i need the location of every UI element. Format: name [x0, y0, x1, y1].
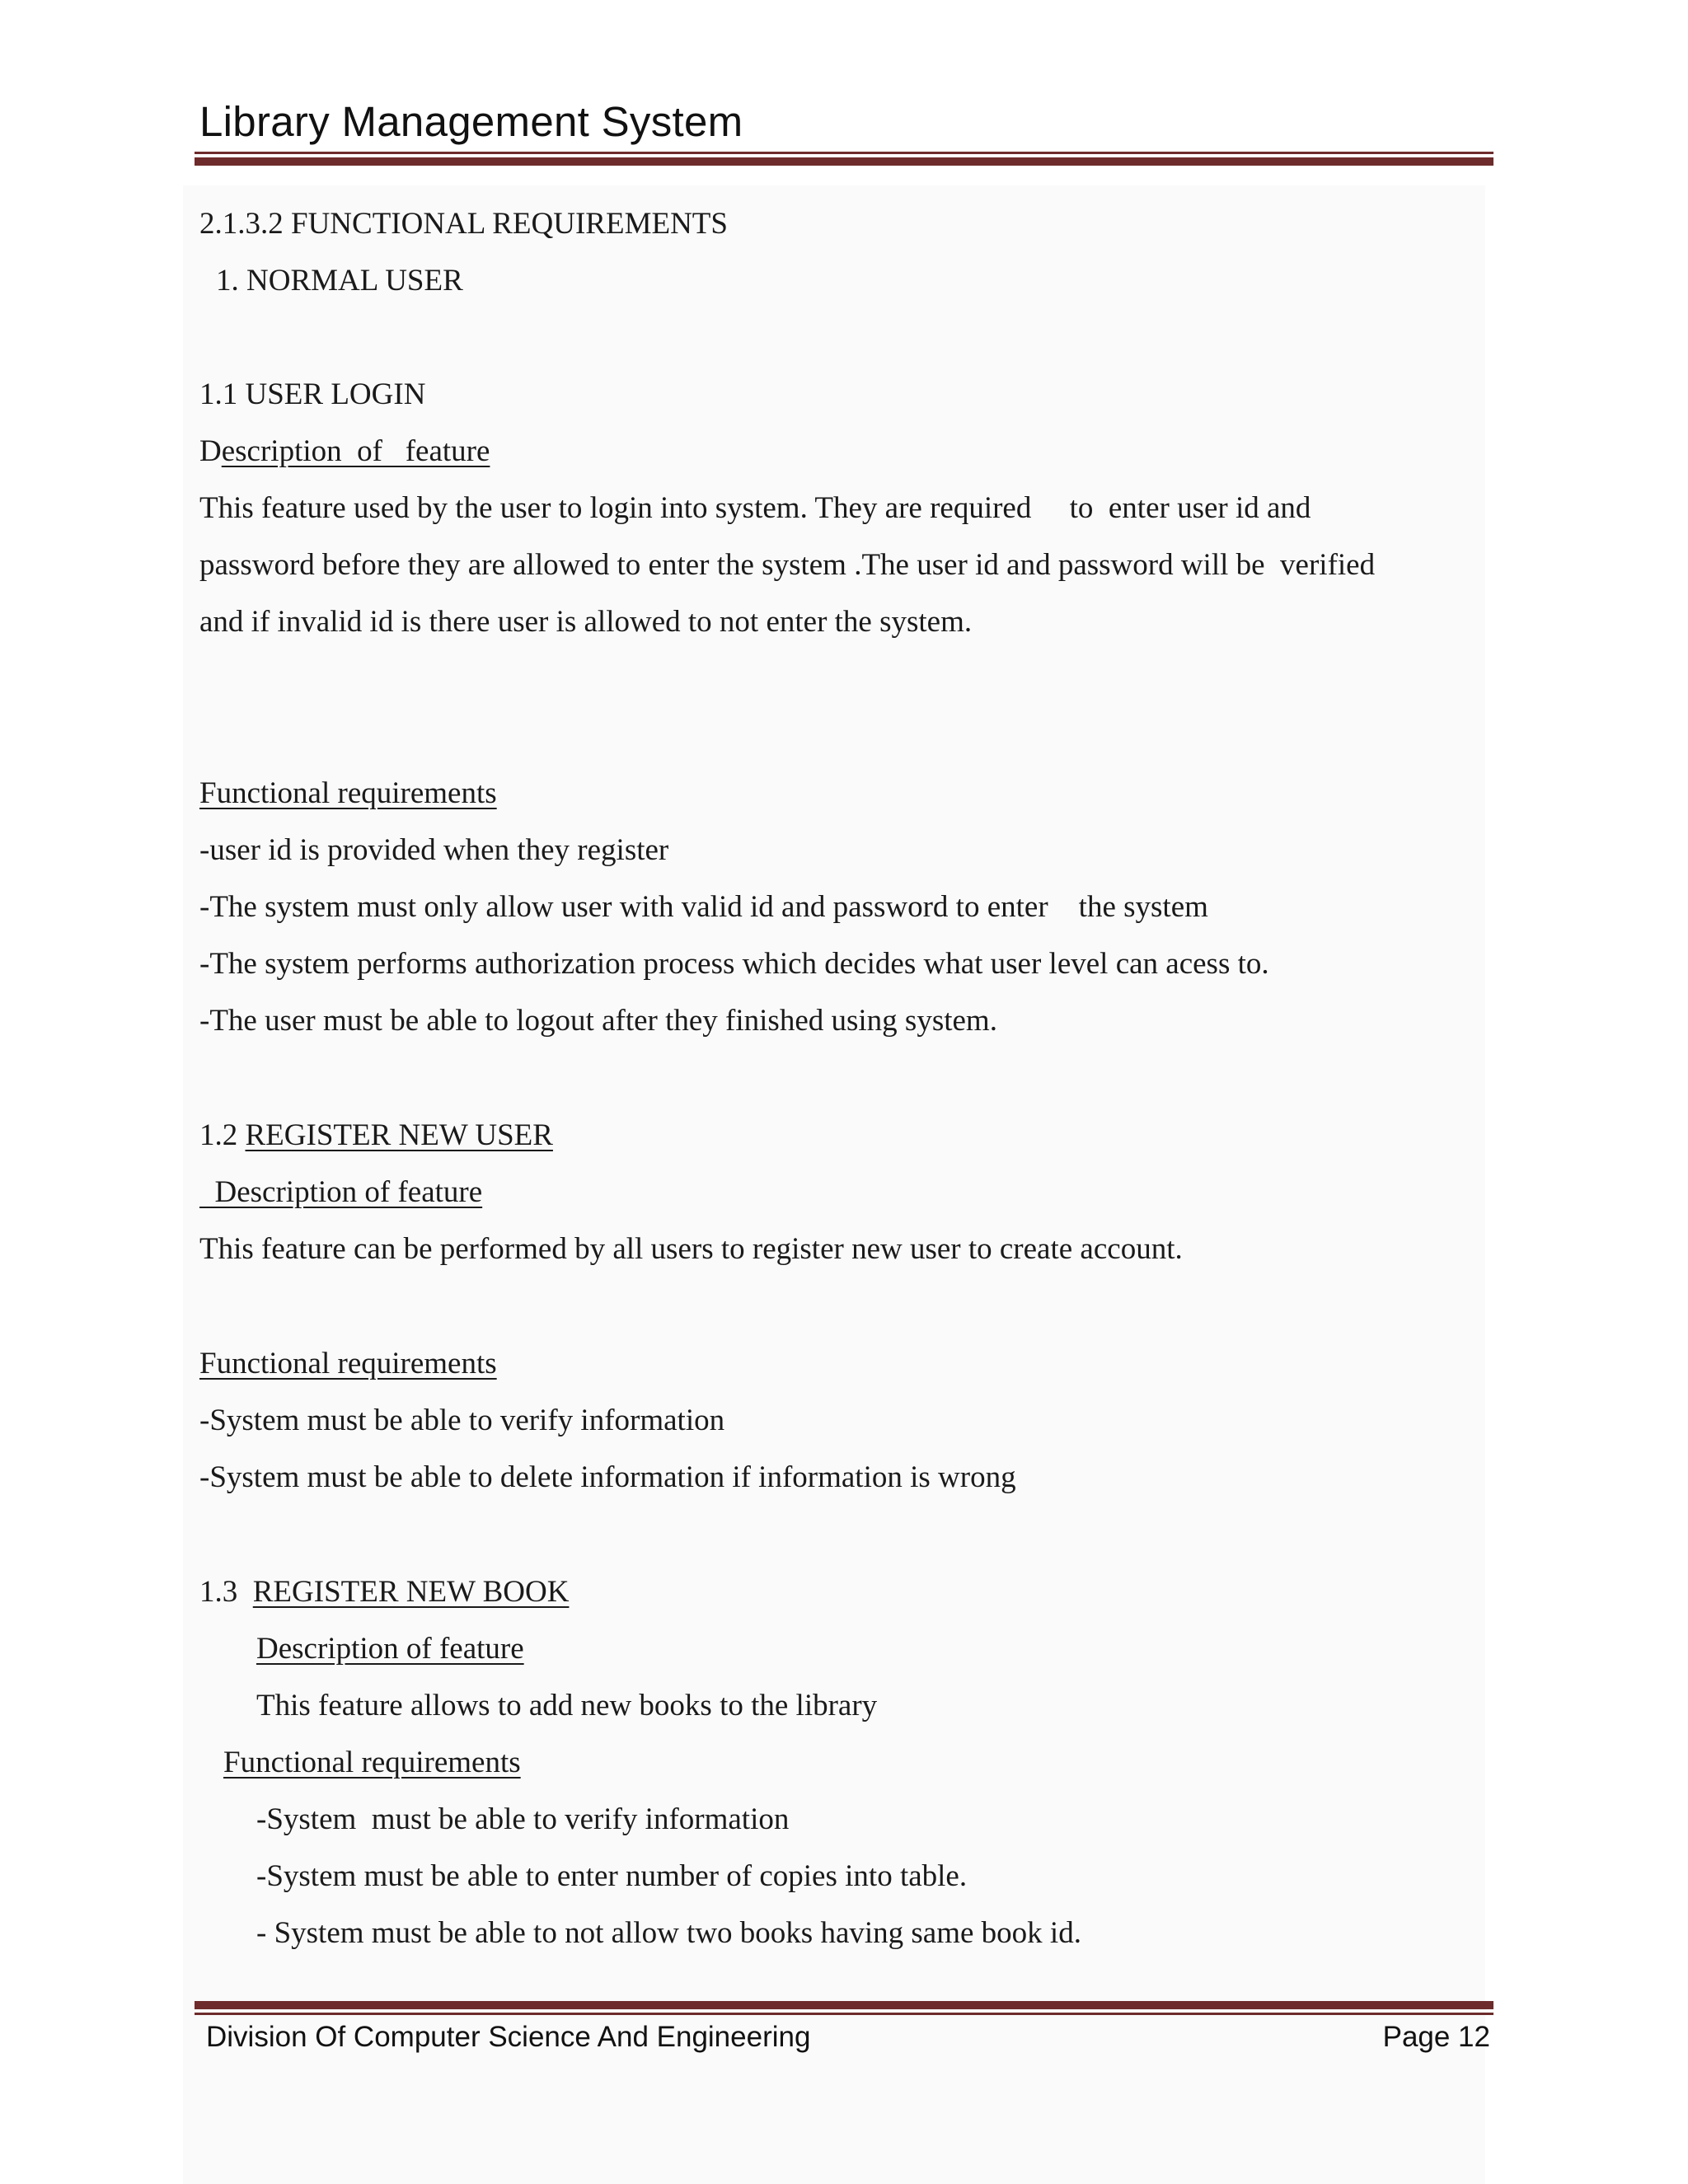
register-user-title-text: REGISTER NEW USER: [245, 1118, 553, 1152]
register-user-fr-label: Functional requirements: [199, 1347, 497, 1380]
register-book-fr-label: Functional requirements: [223, 1746, 521, 1779]
header-rule-thin: [195, 152, 1493, 154]
login-fr-item: -user id is provided when they register: [199, 833, 669, 867]
footer-page-number: Page 12: [1382, 2021, 1490, 2053]
footer-division: Division Of Computer Science And Engineering: [206, 2021, 811, 2053]
login-desc-label-prefix: D: [199, 434, 222, 468]
register-book-fr-item: -System must be able to verify information: [256, 1802, 790, 1836]
register-user-desc: This feature can be performed by all users to register new user to create account.: [199, 1232, 1183, 1266]
login-fr-item: -The user must be able to logout after they finished using system.: [199, 1004, 997, 1038]
login-desc-line: password before they are allowed to enter the system .The user id and password will be verified: [199, 548, 1376, 582]
section-subheading: 1. NORMAL USER: [216, 264, 463, 298]
register-user-fr-item: -System must be able to verify information: [199, 1404, 725, 1437]
section-heading: 2.1.3.2 FUNCTIONAL REQUIREMENTS: [199, 207, 728, 241]
login-desc-line: This feature used by the user to login into system. They are required to enter user id and: [199, 491, 1311, 525]
login-fr-label: Functional requirements: [199, 776, 497, 810]
footer-rule-thick: [195, 2001, 1493, 2009]
register-book-fr-item: - System must be able to not allow two books having same book id.: [256, 1916, 1081, 1950]
register-book-number: 1.3: [199, 1575, 253, 1609]
login-fr-item: -The system must only allow user with valid id and password to enter the system: [199, 890, 1208, 924]
login-desc-label: [199, 436, 490, 466]
register-book-title-text: REGISTER NEW BOOK: [252, 1575, 570, 1609]
login-desc-label-rest: escription of feature: [221, 434, 490, 468]
register-book-fr-item: -System must be able to enter number of copies into table.: [256, 1859, 968, 1893]
document-header-title: Library Management System: [199, 98, 743, 145]
register-book-desc: This feature allows to add new books to the library: [256, 1689, 878, 1722]
login-fr-item: -The system performs authorization process which decides what user level can acess to.: [199, 947, 1269, 981]
register-book-title: [199, 1577, 569, 1607]
footer-rule-thin: [195, 2013, 1493, 2015]
header-rule-thick: [195, 157, 1493, 166]
register-user-title: [199, 1120, 553, 1151]
register-user-number: 1.2: [199, 1118, 246, 1152]
login-title: 1.1 USER LOGIN: [199, 377, 426, 411]
register-book-desc-label: Description of feature: [256, 1632, 524, 1666]
login-desc-line: and if invalid id is there user is allowed to not enter the system.: [199, 605, 973, 639]
register-user-desc-label: Description of feature: [199, 1175, 483, 1209]
register-user-fr-item: -System must be able to delete information if information is wrong: [199, 1460, 1016, 1494]
